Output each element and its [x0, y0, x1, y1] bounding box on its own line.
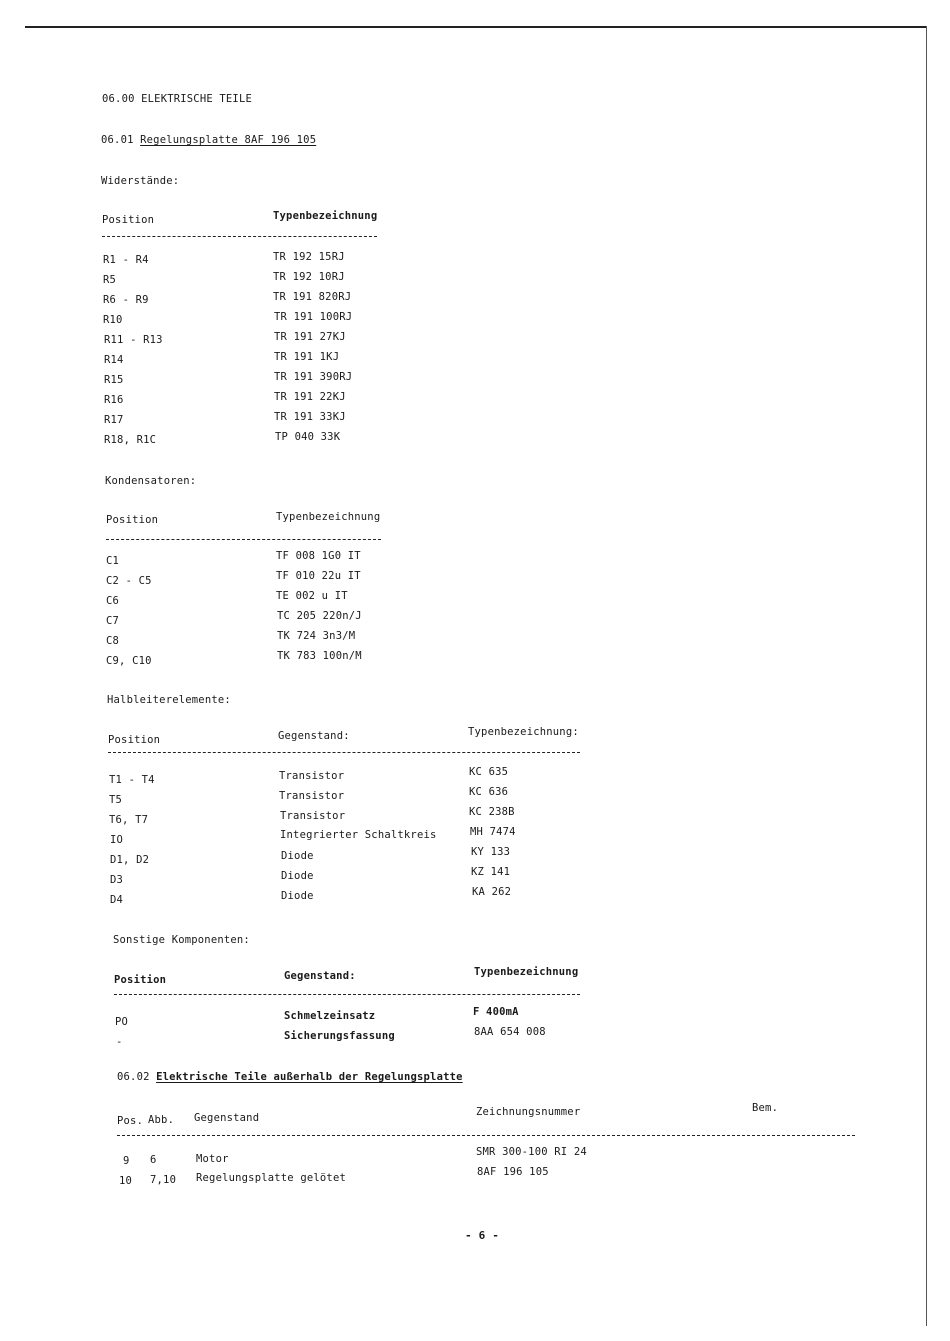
section-heading-06-01: [101, 134, 316, 146]
table-row-position: D3: [110, 874, 124, 886]
halbleiter-header-type: Typenbezeichnung:: [468, 726, 579, 738]
table-row-type: TR 191 27KJ: [274, 331, 346, 343]
section2-header-pos: Pos.: [117, 1115, 144, 1127]
table-row-position: R6 - R9: [103, 294, 149, 306]
sonstige-title: Sonstige Komponenten:: [113, 934, 250, 946]
page-number: - 6 -: [465, 1229, 500, 1242]
kondensatoren-header-type: Typenbezeichnung: [276, 511, 381, 523]
halbleiter-title: Halbleiterelemente:: [107, 694, 231, 706]
kondensatoren-divider: [106, 539, 381, 540]
widerstaende-header-position: Position: [102, 214, 155, 226]
table-row-item: Transistor: [279, 770, 345, 782]
table-row-position: C6: [106, 595, 120, 607]
table-row-position: R5: [103, 274, 117, 286]
table-row-abb: 6: [150, 1154, 157, 1166]
table-row-item: Diode: [281, 870, 314, 882]
table-row-item: Transistor: [280, 810, 346, 822]
table-row-type: F 400mA: [473, 1006, 519, 1018]
table-row-item: Transistor: [279, 790, 345, 802]
table-row-type: KC 238B: [469, 806, 515, 818]
table-row-item: Schmelzeinsatz: [284, 1010, 376, 1022]
table-row-item: Motor: [196, 1153, 229, 1165]
section-title: Elektrische Teile außerhalb der Regelungsplatte: [156, 1071, 463, 1083]
chapter-heading: 06.00 ELEKTRISCHE TEILE: [102, 93, 252, 105]
sonstige-header-item: Gegenstand:: [284, 970, 356, 982]
table-row-type: KZ 141: [471, 866, 511, 878]
table-row-position: D1, D2: [110, 854, 150, 866]
table-row-drawing: SMR 300-100 RI 24: [476, 1146, 587, 1158]
table-row-position: C9, C10: [106, 655, 152, 667]
table-row-position: C2 - C5: [106, 575, 152, 587]
table-row-type: TR 191 33KJ: [274, 411, 346, 423]
table-row-pos: 9: [123, 1155, 130, 1167]
table-row-item: Diode: [281, 890, 314, 902]
section2-header-item: Gegenstand: [194, 1112, 260, 1124]
table-row-type: TP 040 33K: [275, 431, 341, 443]
table-row-type: TE 002 u IT: [276, 590, 348, 602]
table-row-type: 8AA 654 008: [474, 1026, 546, 1038]
table-row-type: TF 010 22u IT: [276, 570, 361, 582]
halbleiter-header-item: Gegenstand:: [278, 730, 350, 742]
table-row-item: Integrierter Schaltkreis: [280, 829, 437, 841]
table-row-type: TR 192 10RJ: [273, 271, 345, 283]
table-row-position: D4: [110, 894, 124, 906]
table-row-position: T5: [109, 794, 123, 806]
table-row-type: TF 008 1G0 IT: [276, 550, 361, 562]
table-row-position: PO: [115, 1016, 129, 1028]
section-title: Regelungsplatte 8AF 196 105: [140, 134, 317, 146]
table-row-type: TR 191 22KJ: [274, 391, 346, 403]
section-number: 06.02: [117, 1071, 150, 1083]
table-row-type: KC 636: [469, 786, 509, 798]
sonstige-divider: [114, 994, 580, 995]
table-row-position: R18, R1C: [104, 434, 157, 446]
section-heading-06-02: [117, 1071, 463, 1083]
section2-header-drawing: Zeichnungsnummer: [476, 1106, 581, 1118]
table-row-position: R15: [104, 374, 124, 386]
table-row-type: TR 191 1KJ: [274, 351, 340, 363]
table-row-pos: 10: [119, 1175, 133, 1187]
table-row-type: MH 7474: [470, 826, 516, 838]
table-row-type: KC 635: [469, 766, 509, 778]
table-row-position: T1 - T4: [109, 774, 155, 786]
sonstige-header-type: Typenbezeichnung: [474, 966, 579, 978]
table-row-item: Regelungsplatte gelötet: [196, 1172, 346, 1184]
table-row-type: TR 192 15RJ: [273, 251, 345, 263]
widerstaende-title: Widerstände:: [101, 175, 180, 187]
table-row-position: R11 - R13: [104, 334, 163, 346]
table-row-type: TR 191 100RJ: [274, 311, 353, 323]
table-row-position: R10: [103, 314, 123, 326]
kondensatoren-header-position: Position: [106, 514, 159, 526]
table-row-position: R14: [104, 354, 124, 366]
table-row-position: R17: [104, 414, 124, 426]
widerstaende-header-type: Typenbezeichnung: [273, 210, 378, 222]
table-row-item: Sicherungsfassung: [284, 1030, 395, 1042]
page-right-border: [926, 26, 927, 1326]
section2-header-remark: Bem.: [752, 1102, 779, 1114]
section2-header-abb: Abb.: [148, 1114, 175, 1126]
widerstaende-divider: [102, 236, 377, 237]
table-row-position: IO: [110, 834, 124, 846]
table-row-position: C7: [106, 615, 120, 627]
halbleiter-divider: [108, 752, 580, 753]
table-row-position: R16: [104, 394, 124, 406]
table-row-item: Diode: [281, 850, 314, 862]
table-row-type: KY 133: [471, 846, 511, 858]
table-row-type: TK 783 100n/M: [277, 650, 362, 662]
section-number: 06.01: [101, 134, 134, 146]
table-row-type: TC 205 220n/J: [277, 610, 362, 622]
page-top-border: [25, 26, 927, 28]
table-row-type: KA 262: [472, 886, 512, 898]
halbleiter-header-position: Position: [108, 734, 161, 746]
sonstige-header-position: Position: [114, 974, 167, 986]
table-row-position: R1 - R4: [103, 254, 149, 266]
table-row-position: C8: [106, 635, 120, 647]
section2-divider: [117, 1135, 855, 1136]
table-row-position: -: [116, 1036, 123, 1048]
kondensatoren-title: Kondensatoren:: [105, 475, 197, 487]
table-row-position: T6, T7: [109, 814, 149, 826]
table-row-type: TR 191 820RJ: [273, 291, 352, 303]
table-row-type: TK 724 3n3/M: [277, 630, 356, 642]
table-row-position: C1: [106, 555, 120, 567]
table-row-type: TR 191 390RJ: [274, 371, 353, 383]
table-row-drawing: 8AF 196 105: [477, 1166, 549, 1178]
table-row-abb: 7,10: [150, 1174, 177, 1186]
